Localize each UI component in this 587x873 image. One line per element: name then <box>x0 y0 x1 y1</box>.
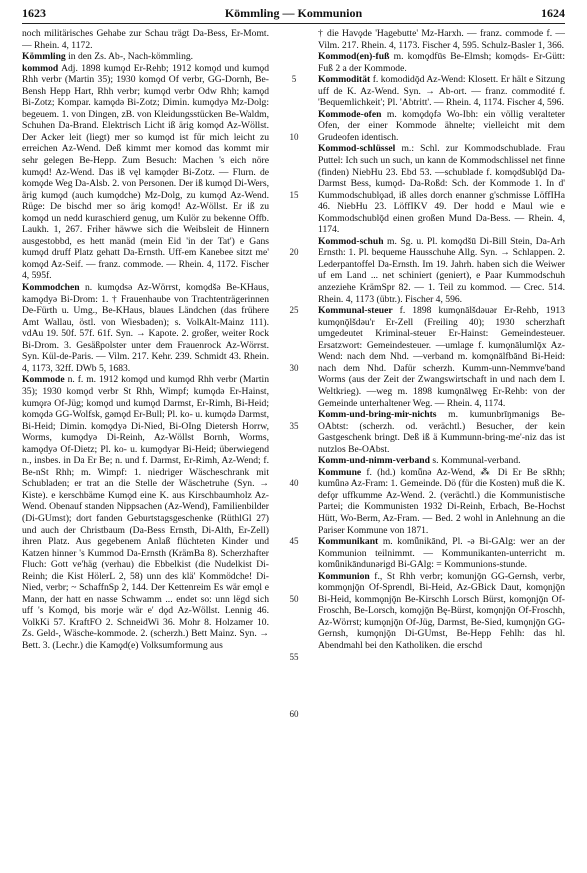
dictionary-entry <box>22 63 269 282</box>
dictionary-entry <box>318 143 565 235</box>
dictionary-entry <box>22 51 269 63</box>
entry-headword: Komm-und-nimm-verband <box>318 455 430 467</box>
dictionary-entry <box>318 74 565 109</box>
left-column <box>22 28 269 867</box>
line-number: 45 <box>289 536 299 547</box>
dictionary-entry <box>318 455 565 467</box>
entry-headword: Komm-und-bring-mir-nichts <box>318 409 437 421</box>
entry-text: m. Sg. u. Pl. komǫdšū Di-Bill Stein, Da-Arh Ernsth: 1. Pl. bequeme Hausschuhe Allg. Syn. → Schlappen. 2. Lederpantoffel Da-Ernsth. Im 19. Jahrh. haben sich die Weiwer uf em Land ... net schiniert (geniert), e Paar Kummodschuh anzeziehe KrämSpr 82. — 1. Teil zu kommod. — Crec. 514. Rhein. 4, 1173 (übtr.). Fischer 4, 596. <box>318 235 565 305</box>
header-rule <box>22 23 565 24</box>
entry-headword: Kommode <box>22 374 65 386</box>
page-header <box>22 6 565 22</box>
running-title: Kömmling — Kommunion <box>224 6 363 20</box>
entry-text: f. (hd.) komǖnə Az-Wend, ⁂ Di Er Be sRhh; kumǖnə Az-Fram: 1. Gemeinde. Dö (für die Kosten) muß die K. defǫr uffkumme Az-Wend. 2. (verächtl.) die Kommunistische Partei; die Kommunisten 1932 Di-Reinh, Erbach, Be-Hochst Hütt, Wo-Berm, Az-Fram. — Bed. 2 wohl in Anlehnung an die Pariser Kommune von 1871. <box>318 466 565 536</box>
dictionary-entry <box>318 51 565 74</box>
entry-text: f. komodidǭd Az-Wend: Klosett. Er hält e Sitzung uff de K. Az-Wend. Syn. → Ab-ort. — franz. commodité f. 'Bequemlichkeit'; Pl. 'Abtritt'. — Rhein. 4, 1174. Fischer 4, 596. <box>318 74 565 109</box>
entry-text: f., St Rhh verbr; komunjǭn GG-Gernsh, verbr, kommǫnjǭn Of-Sprendl, Bi-Heid, Az-GBick Daut, komǫnjǭn Bi-Heid, kommǫnjǭn Be-Kirschh Lorsch Bürst, komǫnjǭn Of-Froschh, Be-Lorsch, komǫjǭn Bę-Bürst, komǫnjǭn Of-Froschh, Az-Wörrst; kumǫnjǭn Of-Jüg, Darmst, Be-Sied, kumǫnjǭn GG-Gernsh, kumǫnjǭn Di-GUmst, Be-Hepp Fehlh: das hl. Abendmahl bei den Katholiken. die erschd <box>318 570 565 651</box>
dictionary-entry <box>318 236 565 305</box>
dictionary-entry <box>22 28 269 51</box>
entry-headword: Kommunikant <box>318 536 379 548</box>
line-number: 55 <box>289 651 299 662</box>
line-number: 20 <box>289 247 299 258</box>
dictionary-entry <box>318 109 565 144</box>
entry-headword: Kommunion <box>318 570 370 582</box>
dictionary-entry <box>318 571 565 652</box>
line-number: 50 <box>289 593 299 604</box>
page-number-right: 1624 <box>541 6 565 20</box>
entry-text: noch militärisches Gehabe zur Schau trägt Da-Bess, Er-Momt. — Rhein. 4, 1172. <box>22 28 269 51</box>
line-number: 30 <box>289 362 299 373</box>
entry-headword: kommod <box>22 62 59 74</box>
line-number: 15 <box>289 189 299 200</box>
line-number: 25 <box>289 305 299 316</box>
dictionary-entry <box>318 305 565 409</box>
entry-headword: Kommodität <box>318 74 371 86</box>
dictionary-entry <box>318 467 565 536</box>
dictionary-entry <box>22 374 269 651</box>
entry-headword: Kommune <box>318 466 362 478</box>
dictionary-entry <box>318 28 565 51</box>
entry-headword: Kommode-ofen <box>318 108 382 120</box>
entry-text: m. komǫdǫfə Wo-Ibh: ein völlig veralteter Ofen, der einer Kommode ähnelte; vielleicht mit dem Grudeofen identisch. <box>318 108 565 143</box>
dictionary-entry <box>318 409 565 455</box>
entry-text: m. komǫdfūs Be-Elmsh; komǫds- Er-Gütt: Fuß 2 a der Kommode. <box>318 51 565 74</box>
right-column <box>318 28 565 867</box>
entry-text: s. Kommunal-verband. <box>429 455 521 467</box>
entry-text: in den Zs. Ab-, Nach-kömmling. <box>65 51 194 63</box>
entry-headword: Kommod-schuh <box>318 235 384 247</box>
entry-text: n. f. m. 1912 komǫd und kumǫd Rhh verbr (Martin 35); 1930 komǫd verbr St Rhh, Wimpf; kumǫdə Er-Hainst, kumǫrə Of-Jüg; komǫd und kumǫd Darmst, Er-Rimh, Bi-Heid; komǫdə GG-Wolfsk, gəmǫd Er-Bull; Pl. ko- u. kumǫdə Darmst, Bi-Heid; Dimin. komǫdyə Di-Nied, Bi-OIng Dietersh Horrw, Worms, kumǫdyə Di-Reinh, Az-Wöllst Bornh, Worms, kamǫdyə Of-Dietz; Pl. ko- u. kumǫdyər Bi-Heid; überwiegend n., insbes. in Da Er Be; n. und f. Darmst, Er-Rimh, Az-Wend; f. Be-nSt Rhh; m. Wimpf: 1. niedriger Wäscheschrank mit Schubladen; er trat an die Stelle der Wäschetruhe (Syn. → Kiste). e kerschbäme Kumǫd eine K. aus Kirschbaumholz Az-Wend. Obenauf standen Nippsachen (Az-Wend), Familienbilder (Di-GUmst); dort fanden Geburtstagsgeschenke (RüthlGl 27) und auch der Christbaum (Da-Bess Ernsth, Di-Alth, Er-Zell) ihren Platz. Aus gegebenem Anlaß flüchteten Kinder und Katzen hinner 's Kummod Da-Ernsth (KrämBa 8). Scherzhafter Fluch: Gott ve'häg (verhau) die Ebbelkist (die Nudelkist Di-Reinh; die Kist HölerL 2, 58) unn des klä' Kommödche! Di-Nied, verbr; ~ SchaffnSp 2, 144. Der Kettenreim Es wär emǫl e Mann, der hatt en nasse Schwamm ... endet so: unn lëgd sich uff 's Komǫd, bis morje wär e' dǫd Az-Wöllst. Lennig 46. VolkKi 57. KraftFO 2. SchneidWi 36. Mohr 8. Holzamer 10. Zs. Geld-, Wäsche-kommode. 2. (scherzh.) Bett Mainz. Syn. → Bett. 3. (Lechr.) die Kamǫd(e) Volksumformung aus <box>22 374 269 651</box>
dictionary-entry <box>318 536 565 571</box>
entry-headword: Kommod-schlüssel <box>318 143 396 155</box>
entry-text: Adj. 1898 kumǫd Er-Rehb; 1912 komǫd und kumǫd Rhh verbr (Martin 35); 1930 komǫd Of verbr, GG-Dornh, Be-Bensh Hepp Hart, Rhh verbr; kumǫd verbr Odw Rhh; kamǫd Bi-Zotz; Kompar. kamǫdə Bi-Zotz; Dimin. kumǫdyə Mz-Dolg: begeuem. 1. von Dingen, zB. von Kleidungsstücken Be-Waldm, Schuhen Da-Brand. Elektrisch Licht iß ärig komǫd Az-Wöllst. Der Acker leit (liegt) mer so kumǫd ist für mich leicht zu erreichen Az-Wend. Deß kimmt mer komod das kommt mir sehr gelegen Be-Hepp. Zum Besuch: Machen 's eich nöre kumǫd! Az-Wend. Das iß vęl kamǫder Bi-Zotz. — Flurn. de komǫde Weg Da-Alsb. 2. von Personen. Der iß kumǫd Di-Wers, ärig kumǫd (auch kumǫdche) Mz-Dolg, zu kumǫd Az-Wend. Rüge: De bischd mer so ärig komǫd! Az-Wöllst. Er iß zu komǫd un nedd kuraschierd genug, um Kulör zu bekenne Offb. Laukh. 1, 267. Friher häwwe sich die Weibsleit de Hinnern ausgestobbd, es hett manäd (mein Eid 'in der Tat') e Gans kumǫd druff Platz gehatt Da-Ernsth. Uff-em Kanebee sitzt me' komǫd Az-Seif. — franz. commode. — Rhein. 4, 1172. Fischer 4, 595f. <box>22 62 269 282</box>
entry-headword: Kommod(en)-fuß <box>318 51 390 63</box>
entry-text: m. komǖnikānd, Pl. -ə Bi-GAlg: wer an der Kommunion teilnimmt. — Kommunikanten-unterricht m. komǖnikāndunərigd Bi-GAlg: = Kommunions-stunde. <box>318 536 565 571</box>
line-number: 10 <box>289 131 299 142</box>
entry-headword: Kömmling <box>22 51 66 63</box>
entry-text: n. kumǫdsə Az-Wörrst, komǫdšə Be-KHaus, kamǫdyə Bi-Drom: 1. † Frauenhaube von Trachtenträgerinnen De-Fürth u. Umg., Be-KHaus, blaues Ländchen (das frühere Amt Wallau, östl. von Wiesbaden); s. VolkAlt-Mainz 111). vdAu 19. 50f. 57f. 61f. Syn. → Kapote. 2. großer, weiter Rock Bi-Drom. 3. Gesäßpolster unter dem Frauenrock Az-Wörrst. Syn. Kül-de-Paris. — Vilm. 217. Kehr. 239. Schmidt 43. Rhein. 4, 1173, 32ff. DWb 5, 1683. <box>22 282 269 374</box>
entry-headword: Kommunal-steuer <box>318 305 393 317</box>
line-number: 35 <box>289 420 299 431</box>
entry-text: m. kumunbrīŋmənigs Be-OAbtst: (scherzh. od. verächtl.) Besucher, der kein Gastgeschenk bringt. Deß iß ä Kummunn-bring-me'-niz das ist nutzlos Be-OAbst. <box>318 409 565 455</box>
entry-headword: Kommodchen <box>22 282 80 294</box>
page-number-left: 1623 <box>22 6 46 20</box>
line-number: 5 <box>291 74 297 85</box>
line-number: 40 <box>289 478 299 489</box>
line-number: 60 <box>289 709 299 720</box>
entry-text: m.: Schl. zur Kommodschublade. Frau Puttel: Ich such un such, un kann de Kommodschlissel net finne (finden) NiebHu 23. Ebd 53. —schublade f. komǫdšublǭd Da-Darmst Bess, kumǫd- Da-Roßd: Sch. der Kommode 1. In d' Kummodschublǫad, iß alles dorch enanner g'schmisse LöffIHa 46. NiebHu 23. LöffIKV 49. Der hodd e Maul wie e Kommodschublǭd einen großen Mund Da-Bess. — Rhein. 4, 1174. <box>318 143 565 236</box>
entry-text: † die Havǫde 'Hagebutte' Mz-Harxh. — franz. commode f. — Vilm. 217. Rhein. 4, 1173. Fischer 4, 595. Schulz-Basler 1, 366. <box>318 28 565 51</box>
entry-text: f. 1898 kumǫnālšdəuər Er-Rehb, 1913 kumǫnǭlšdəu'r Er-Zell (Freiling 40); 1930 scherzhaft umgedeutet Kriminal-steuer Er-Hainst: Gemeindesteuer. Ersatzwort: Gemeindesteuer. —umlage f. kumǫnālumlǭx Az-Wend: nach dem Nhd. —verband m. komǫnālfbānd Bi-Heid: nach dem Nhd. Dafür scherzh. Kumm-unn-Nemmve'band Worms (aus der Zeit der Zwangswirtschaft in und nach dem I. Weltkrieg). —weg m. 1898 kumǫnālwęg Er-Rehb: von der Gemeinde unterhaltener Weg. — Rhein. 4, 1174. <box>318 305 565 409</box>
dictionary-entry <box>22 282 269 374</box>
